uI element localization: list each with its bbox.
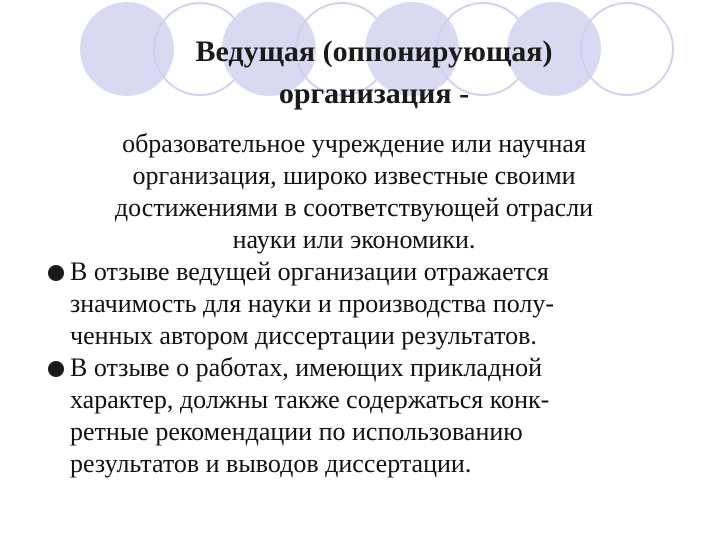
slide-body: [0, 128, 720, 480]
bullet-line: значимость для науки и производства полу-: [70, 289, 555, 318]
intro-line: организация, широко известные своими: [132, 161, 576, 190]
filled-circle-bullet-icon: [48, 265, 64, 281]
bullet-item: [0, 352, 720, 480]
bullet-line: ченных автором диссертации результатов.: [70, 321, 537, 350]
bullet-line: характер, должны также содержаться конк-: [70, 385, 550, 414]
intro-line: науки или экономики.: [232, 225, 476, 254]
filled-circle-bullet-icon: [48, 361, 64, 377]
title-line: организация -: [278, 77, 470, 110]
intro-paragraph: [0, 128, 694, 256]
intro-line: достижениями в соответствующей отрасли: [114, 193, 594, 222]
slide-title: [80, 31, 668, 115]
bullet-item: [0, 256, 720, 352]
bullet-line: результатов и выводов диссертации.: [70, 449, 472, 478]
bullet-line: ретные рекомендации по использованию: [70, 417, 523, 446]
bullet-line: В отзыве о работах, имеющих прикладной: [70, 353, 543, 382]
bullet-line: В отзыве ведущей организации отражается: [70, 257, 549, 286]
intro-line: образовательное учреждение или научная: [122, 129, 586, 158]
title-line: Ведущая (оппонирующая): [195, 35, 553, 68]
